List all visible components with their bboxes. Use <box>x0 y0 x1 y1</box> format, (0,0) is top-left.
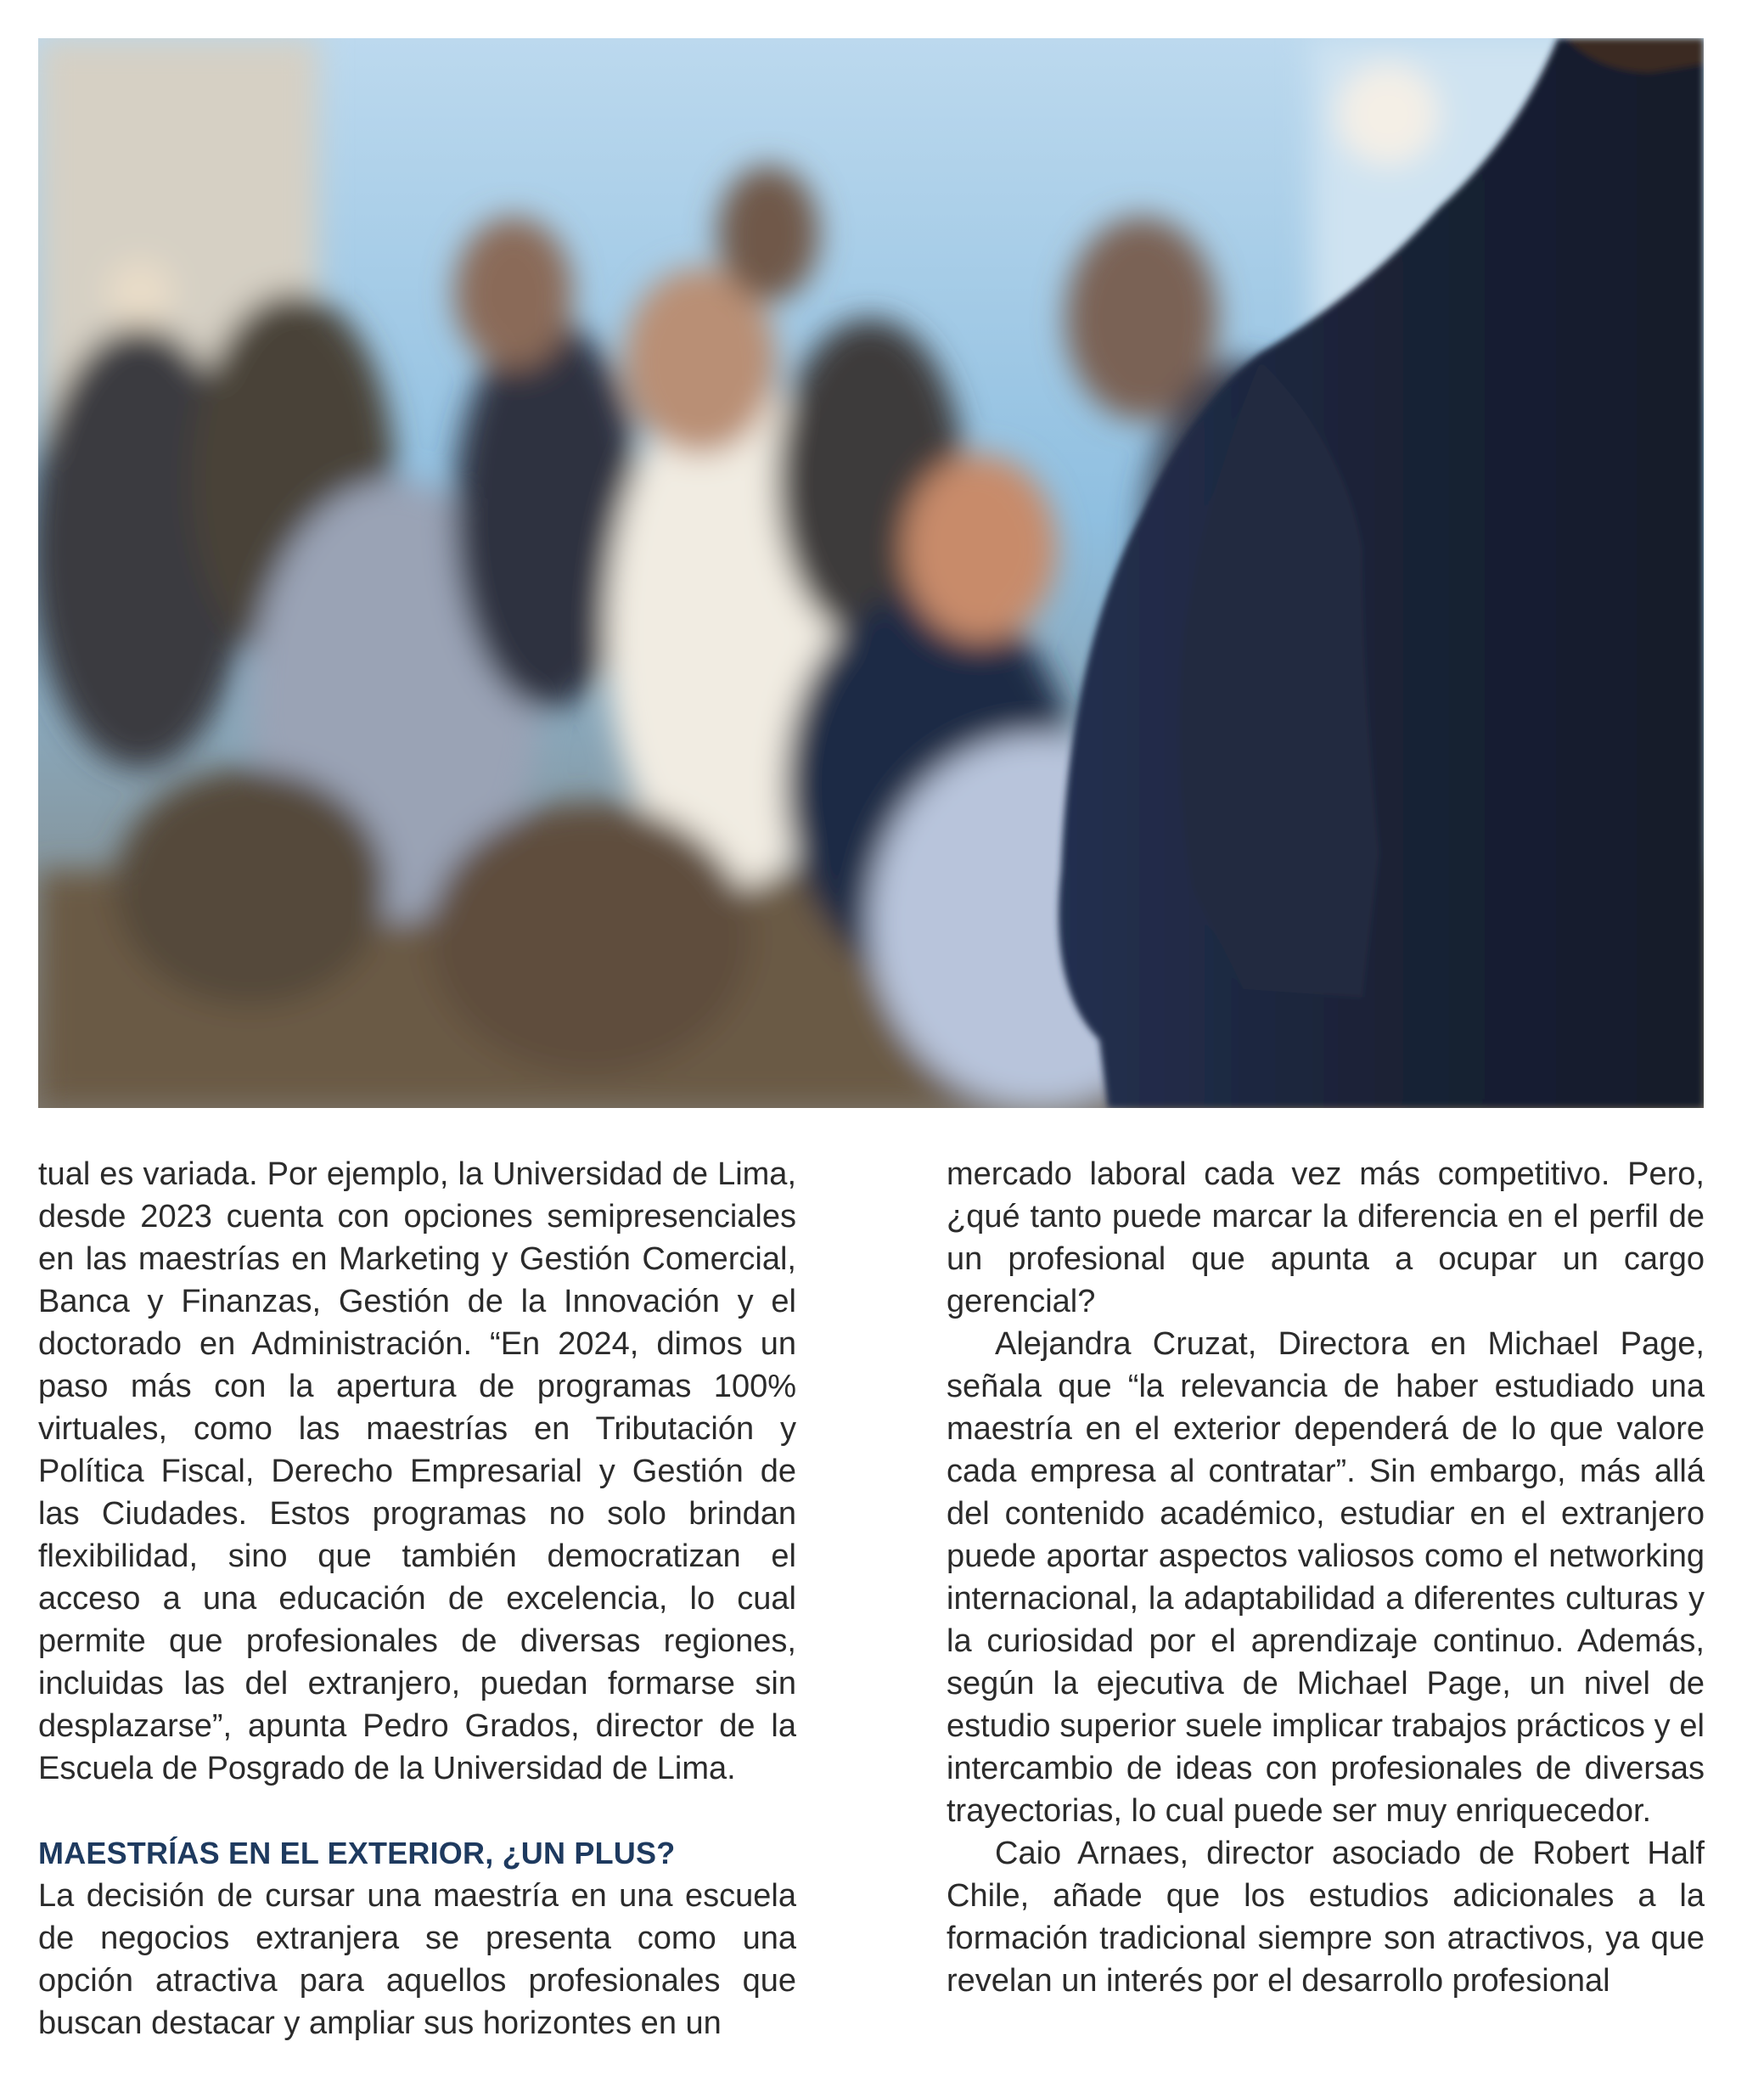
left-paragraph-1: tual es variada. Por ejemplo, la Universidad de Lima, desde 2023 cuenta con opciones semipresenciales en las maestrías en Marketing y Gestión Comercial, Banca y Finanzas, Gestión de la Innovación y el doctorado en Administración. “En 2024, dimos un paso más con la apertura de programas 100% virtuales, como las maestrías en Tributación y Política Fiscal, Derecho Empresarial y Gestión de las Ciudades. Estos programas no solo brindan flexibilidad, sino que también democratizan el acceso a una educación de excelencia, lo cual permite que profesionales de diversas regiones, incluidas las del extranjero, puedan formarse sin desplazarse”, apunta Pedro Grados, director de la Escuela de Posgrado de la Universidad de Lima. <box>38 1156 796 1786</box>
section-heading: MAESTRÍAS EN EL EXTERIOR, ¿UN PLUS? <box>38 1836 676 1870</box>
right-paragraph-2: Alejandra Cruzat, Directora en Michael Page, señala que “la relevancia de haber estudiado una maestría en el exterior dependerá de lo que valore cada empresa al contratar”. Sin embargo, más allá del contenido académico, estudiar en el extranjero puede aportar aspectos valiosos como el networking internacional, la adaptabilidad a diferentes culturas y la curiosidad por el aprendizaje continuo. Además, según la ejecutiva de Michael Page, un nivel de estudio superior suele implicar trabajos prácticos y el intercambio de ideas con profesionales de diversas trayectorias, lo cual puede ser muy enriquecedor. <box>947 1326 1705 1829</box>
seminar-photo <box>38 38 1704 1108</box>
right-paragraph-1: mercado laboral cada vez más competitivo. Pero, ¿qué tanto puede marcar la diferencia en el perfil de un profesional que apunta a ocupar un cargo gerencial? <box>947 1156 1705 1319</box>
left-paragraph-2: La decisión de cursar una maestría en una escuela de negocios extranjera se presenta como una opción atractiva para aquellos profesionales que buscan destacar y ampliar sus horizontes en un <box>38 1878 796 2041</box>
photo-illustration <box>38 38 1704 1108</box>
right-column <box>947 1153 1705 2002</box>
left-column <box>38 1153 796 2044</box>
right-paragraph-3: Caio Arnaes, director asociado de Robert Half Chile, añade que los estudios adicionales a la formación tradicional siempre son atractivos, ya que revelan un interés por el desarrollo profesional <box>947 1836 1705 1999</box>
